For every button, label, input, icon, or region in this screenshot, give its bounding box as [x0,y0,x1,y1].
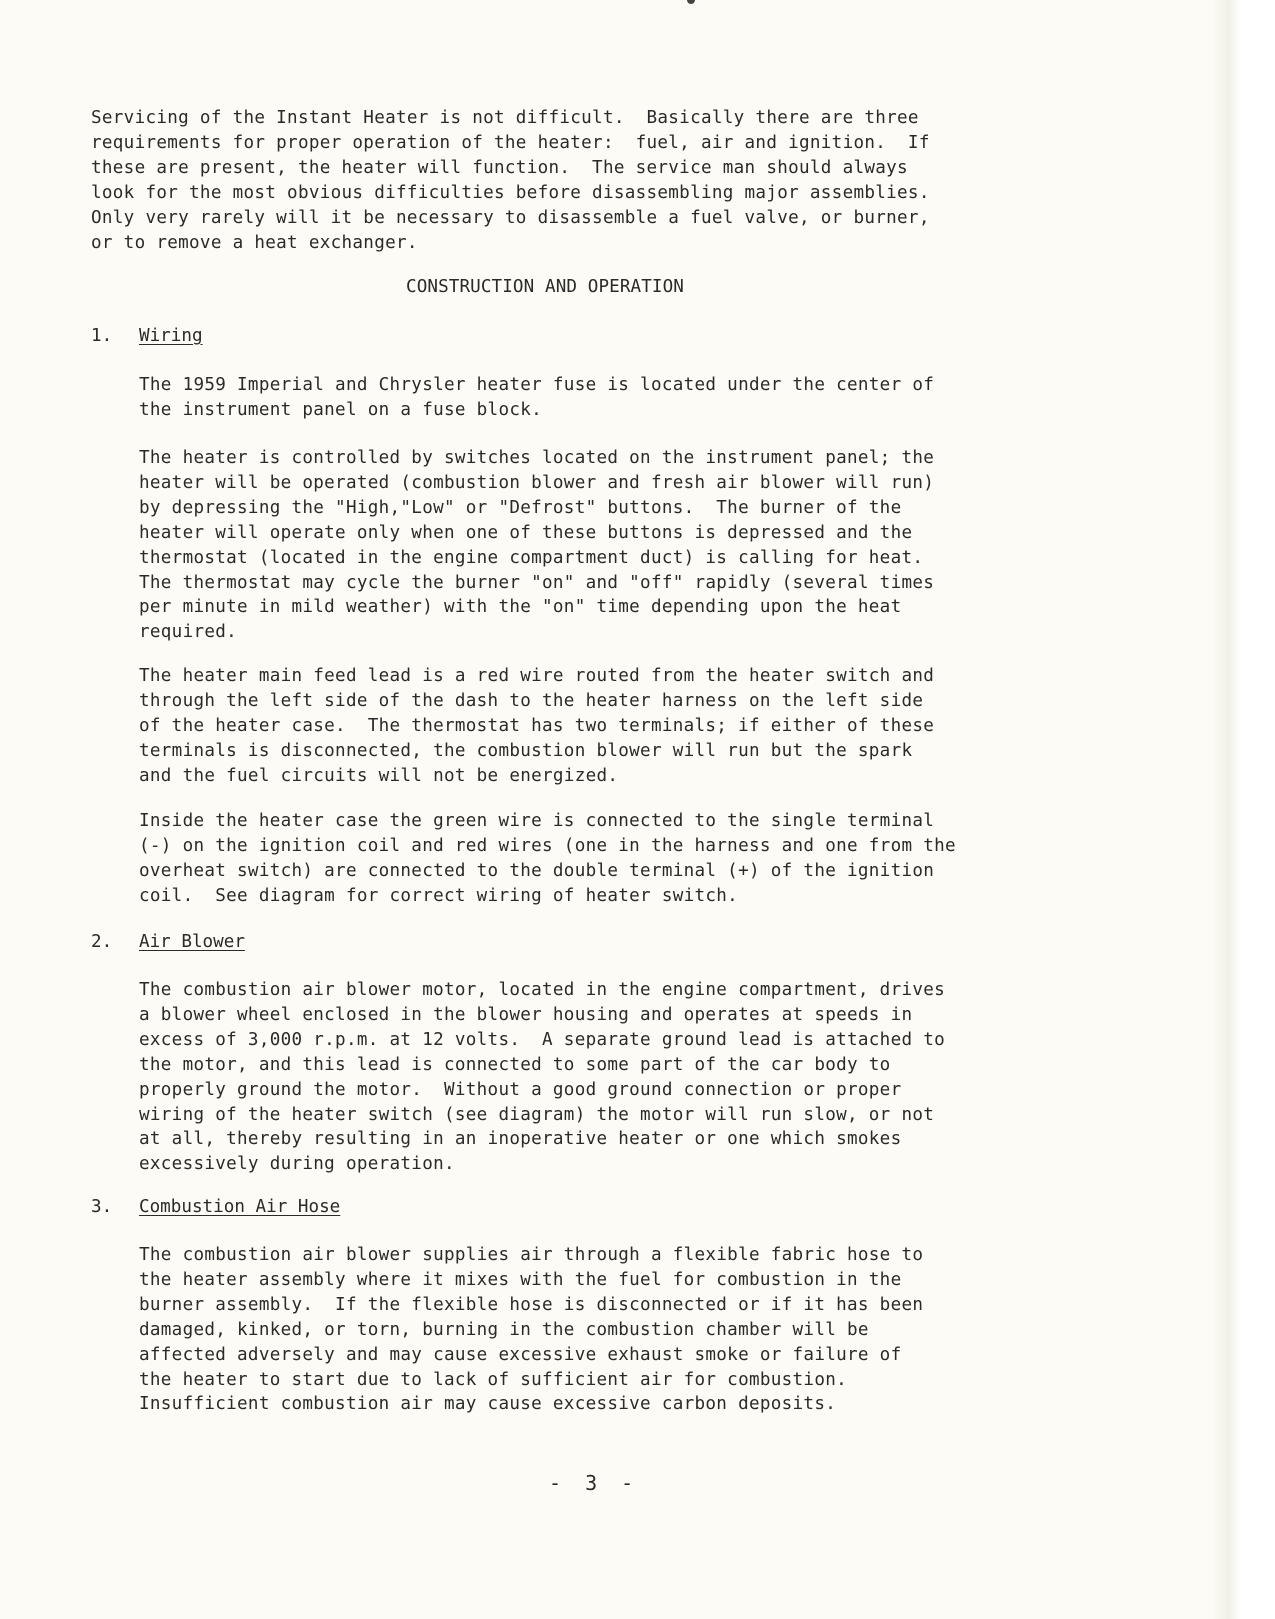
section-1-paragraph: The heater is controlled by switches located on the instrument panel; the heater will be operated (combustion blower and fresh air blower will run) by depressing the "High,"Low" or "Defrost" buttons. The burner of the heater will operate only when one of these buttons is depressed and the thermostat (located in the engine compartment duct) is calling for heat. The thermostat may cycle the burner "on" and "off" rapidly (several times per minute in mild weather) with the "on" time depending upon the heat required. [139,448,935,643]
section-1-paragraph: The heater main feed lead is a red wire routed from the heater switch and through the left side of the dash to the heater harness on the left side of the heater case. The thermostat has two terminals; if either of these terminals is disconnected, the combustion blower will run but the spark and the fuel circuits will not be energized. [139,666,935,786]
page-edge [1212,0,1240,1619]
section-3-title: Combustion Air Hose [139,1197,341,1217]
section-1-paragraph: Inside the heater case the green wire is connected to the single terminal (-) on the ignition coil and red wires (one in the harness and one from the overheat switch) are connected to the double terminal (+) of the ignition coil. See diagram for correct wiring of heater switch. [139,811,956,906]
section-1-number: 1. [91,326,113,346]
section-2-paragraph: The combustion air blower motor, located in the engine compartment, drives a blower wheel enclosed in the blower housing and operates at speeds in excess of 3,000 r.p.m. at 12 volts. A separate ground lead is attached to the motor, and this lead is connected to some part of the car body to properly ground the motor. Without a good ground connection or proper wiring of the heater switch (see diagram) the motor will run slow, or not at all, thereby resulting in an inoperative heater or one which smokes excessively during operation. [139,980,946,1175]
section-heading: CONSTRUCTION AND OPERATION [406,277,685,297]
intro-paragraph: Servicing of the Instant Heater is not difficult. Basically there are three requirements for proper operation of the heater: fuel, air and ignition. If these are present, the heater will function. The service man should always look for the most obvious difficulties before disassembling major assemblies. Only very rarely will it be necessary to disassemble a fuel valve, or burner, or to remove a heat exchanger. [91,108,930,253]
page-number: - 3 - [549,1471,640,1495]
section-3-number: 3. [91,1197,113,1217]
section-2-number: 2. [91,932,113,952]
section-1-title: Wiring [139,326,203,346]
section-2-title: Air Blower [139,932,245,952]
punch-mark [687,0,695,4]
section-1-paragraph: The 1959 Imperial and Chrysler heater fuse is located under the center of the instrument panel on a fuse block. [139,375,935,420]
section-3-paragraph: The combustion air blower supplies air through a flexible fabric hose to the heater assembly where it mixes with the fuel for combustion in the burner assembly. If the flexible hose is disconnected or if it has been damaged, kinked, or torn, burning in the combustion chamber will be affected adversely and may cause excessive exhaust smoke or failure of the heater to start due to lack of sufficient air for combustion. Insufficient combustion air may cause excessive carbon deposits. [139,1245,924,1415]
